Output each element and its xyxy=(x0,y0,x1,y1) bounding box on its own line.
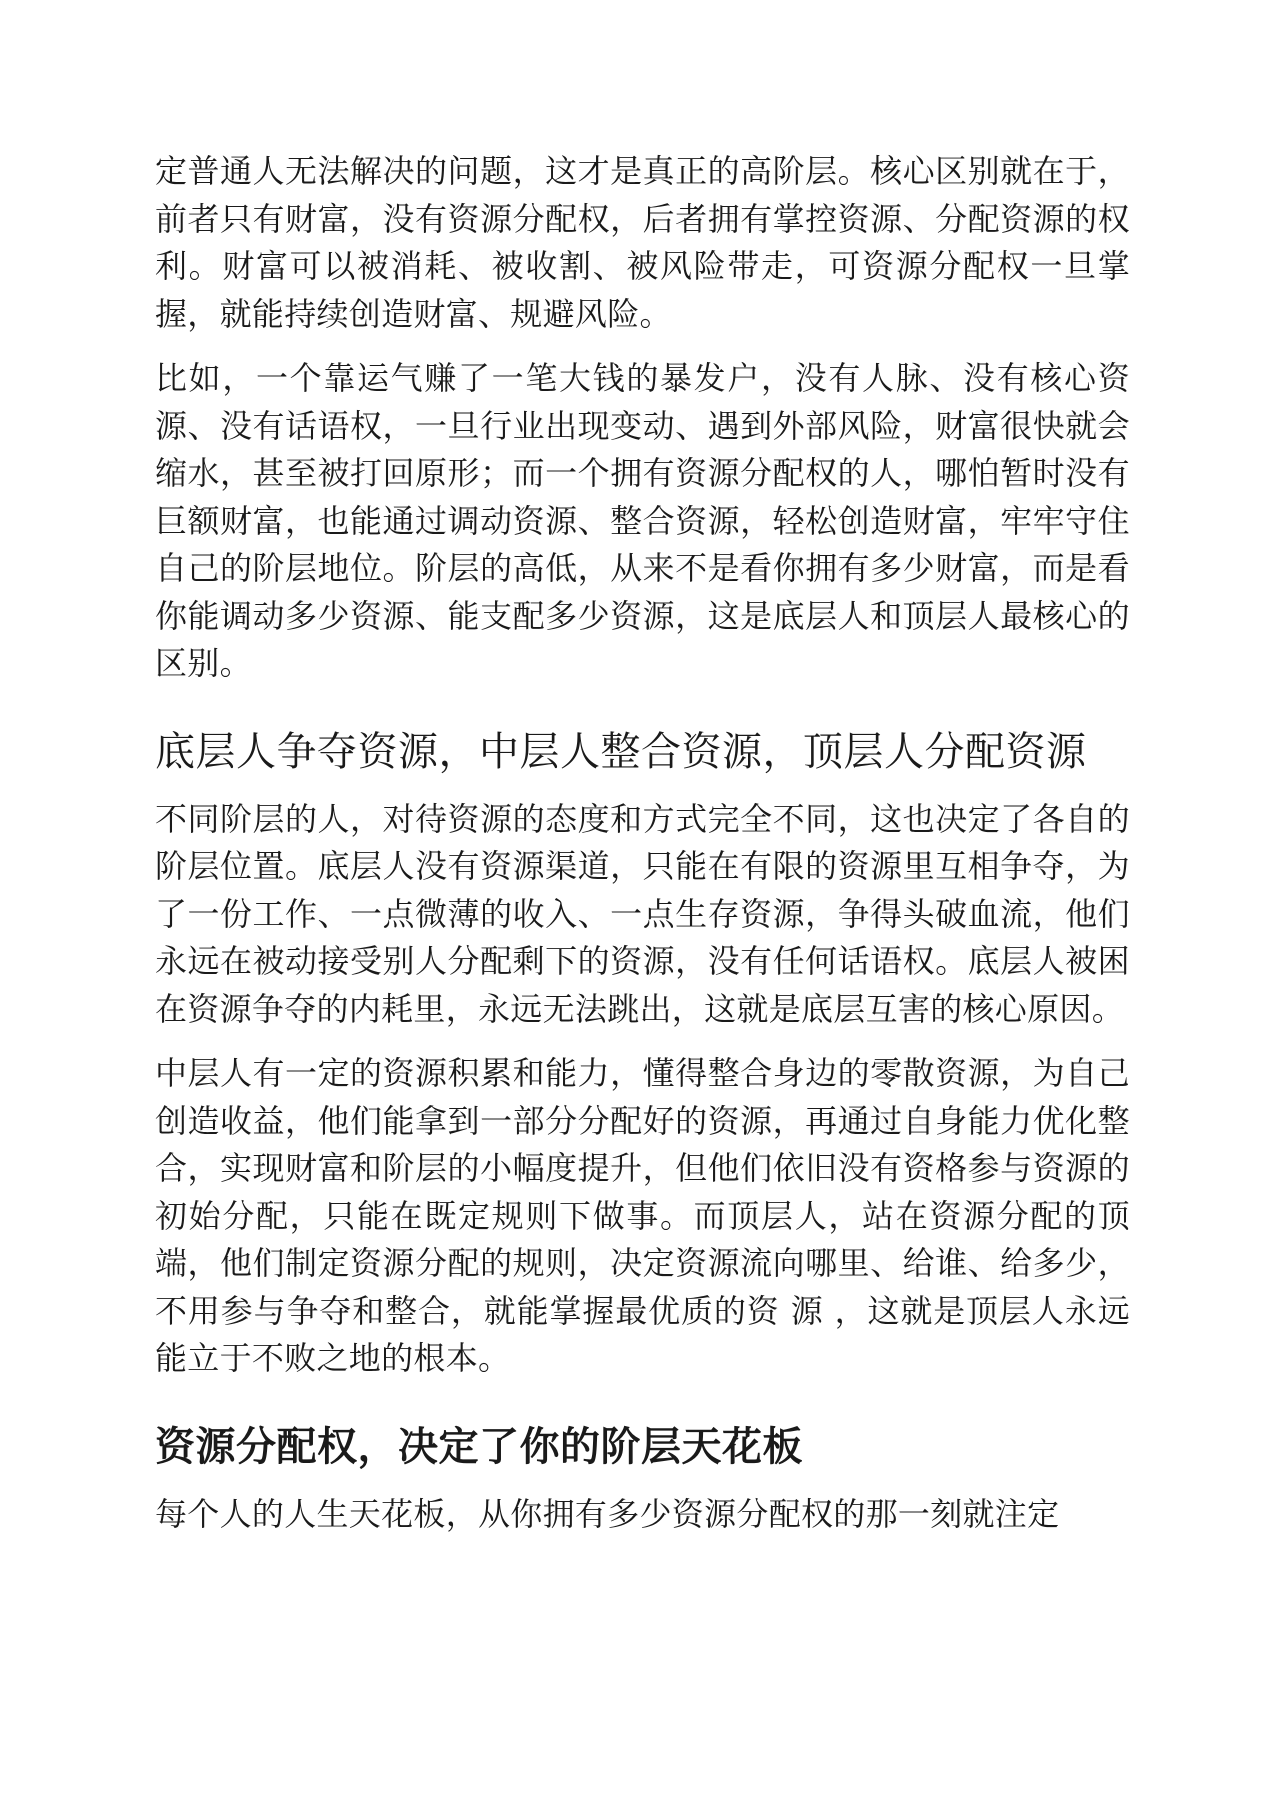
section-heading-2: 资源分配权，决定了你的阶层天花板 xyxy=(155,1423,803,1470)
section2-paragraph-1: 每个人的人生天花板，从你拥有多少资源分配权的那一刻就注定 xyxy=(155,1494,1060,1533)
intro-paragraph-1: 定普通人无法解决的问题，这才是真正的高阶层。核心区别就在于，前者只有财富，没有资源分配权，后者拥有掌控资源、分配资源的权利。财富可以被消耗、被收割、被风险带走，可资源分配权一旦掌握，就能持续创造财富、规避风险。 xyxy=(155,152,1130,333)
section1-paragraph-2: 中层人有一定的资源积累和能力，懂得整合身边的零散资源，为自己创造收益，他们能拿到一部分分配好的资源，再通过自身能力优化整合，实现财富和阶层的小幅度提升，但他们依旧没有资格参与资源的初始分配，只能在既定规则下做事。而顶层人，站在资源分配的顶端，他们制定资源分配的规则，决定资源流向哪里、给谁、给多少，不用参与争夺和整合，就能掌握最优质的资 源 ，这就是顶层人永远能立于不败之地的根本。 xyxy=(155,1054,1130,1377)
intro-paragraph-2: 比如，一个靠运气赚了一笔大钱的暴发户，没有人脉、没有核心资源、没有话语权，一旦行业出现变动、遇到外部风险，财富很快就会缩水，甚至被打回原形；而一个拥有资源分配权的人，哪怕暂时没有巨额财富，也能通过调动资源、整合资源，轻松创造财富，牢牢守住自己的阶层地位。阶层的高低，从来不是看你拥有多少财富，而是看你能调动多少资源、能支配多少资源，这是底层人和顶层人最核心的区别。 xyxy=(155,359,1130,682)
section1-paragraph-1: 不同阶层的人，对待资源的态度和方式完全不同，这也决定了各自的阶层位置。底层人没有资源渠道，只能在有限的资源里互相争夺，为了一份工作、一点微薄的收入、一点生存资源，争得头破血流，他们永远在被动接受别人分配剩下的资源，没有任何话语权。底层人被困在资源争夺的内耗里，永远无法跳出，这就是底层互害的核心原因。 xyxy=(155,799,1130,1028)
document-page xyxy=(155,148,1130,1538)
section-heading-1: 底层人争夺资源，中层人整合资源，顶层人分配资源 xyxy=(155,728,1087,775)
